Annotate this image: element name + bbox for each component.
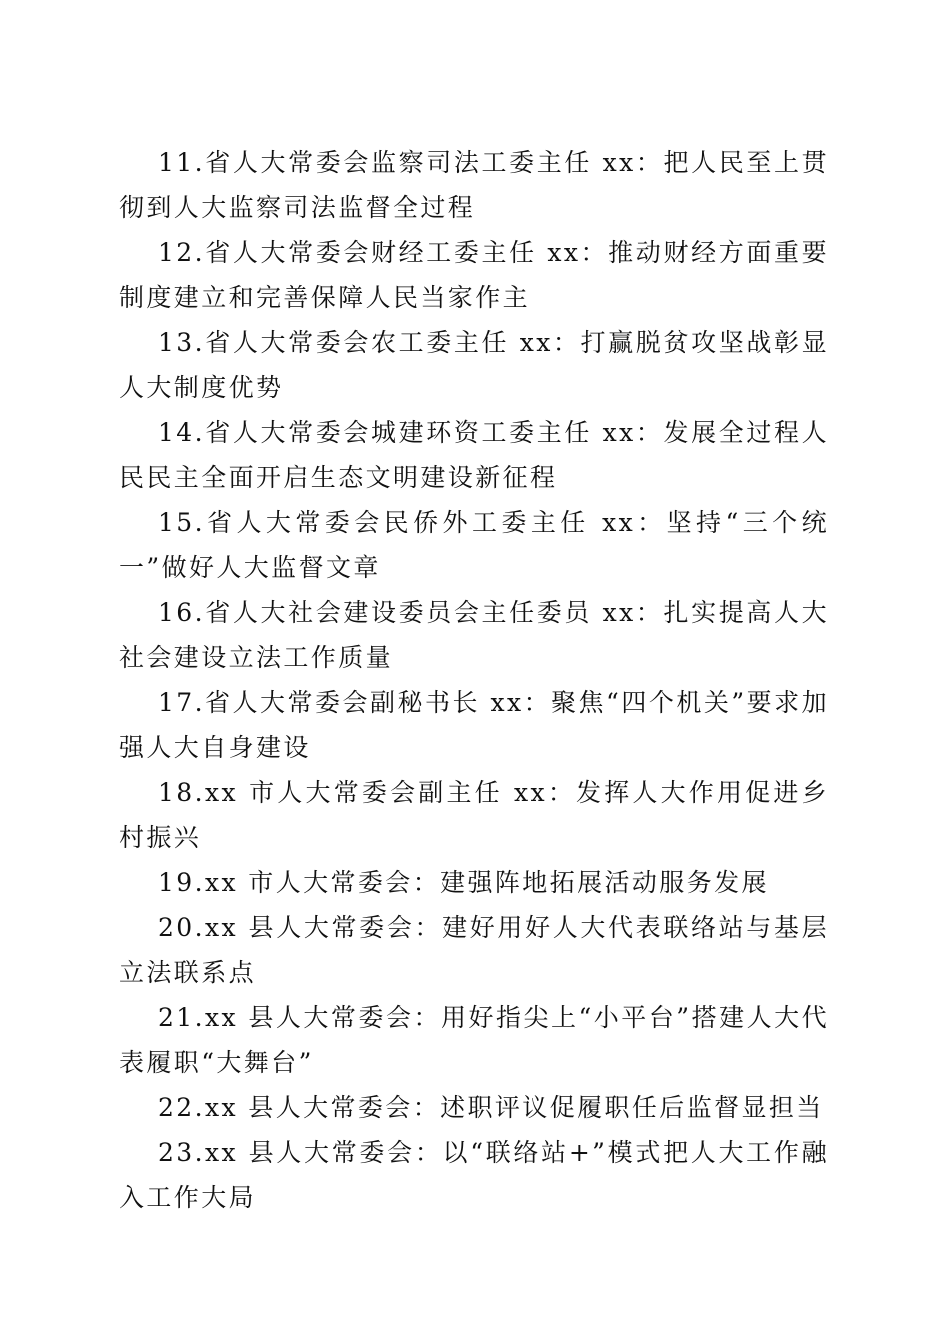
list-item: 22.xx 县人大常委会：述职评议促履职任后监督显担当 [158,1093,824,1122]
list-item: 18.xx 市人大常委会副主任 xx：发挥人大作用促进乡村振兴 [119,778,829,852]
list-item: 16.省人大社会建设委员会主任委员 xx：扎实提高人大社会建设立法工作质量 [119,598,829,672]
list-item: 14.省人大常委会城建环资工委主任 xx：发展全过程人民民主全面开启生态文明建设新征程 [119,418,829,492]
document-body [119,140,829,1220]
list-item: 23.xx 县人大常委会：以“联络站+”模式把人大工作融入工作大局 [119,1138,829,1212]
list-item: 11.省人大常委会监察司法工委主任 xx：把人民至上贯彻到人大监察司法监督全过程 [119,148,829,222]
list-item: 12.省人大常委会财经工委主任 xx：推动财经方面重要制度建立和完善保障人民当家作主 [119,238,829,312]
list-item: 15.省人大常委会民侨外工委主任 xx：坚持“三个统一”做好人大监督文章 [119,508,829,582]
list-item: 19.xx 市人大常委会：建强阵地拓展活动服务发展 [158,868,769,897]
list-item: 13.省人大常委会农工委主任 xx：打赢脱贫攻坚战彰显人大制度优势 [119,328,829,402]
list-item: 21.xx 县人大常委会：用好指尖上“小平台”搭建人大代表履职“大舞台” [119,1003,829,1077]
list-item: 17.省人大常委会副秘书长 xx：聚焦“四个机关”要求加强人大自身建设 [119,688,829,762]
list-item: 20.xx 县人大常委会：建好用好人大代表联络站与基层立法联系点 [119,913,829,987]
